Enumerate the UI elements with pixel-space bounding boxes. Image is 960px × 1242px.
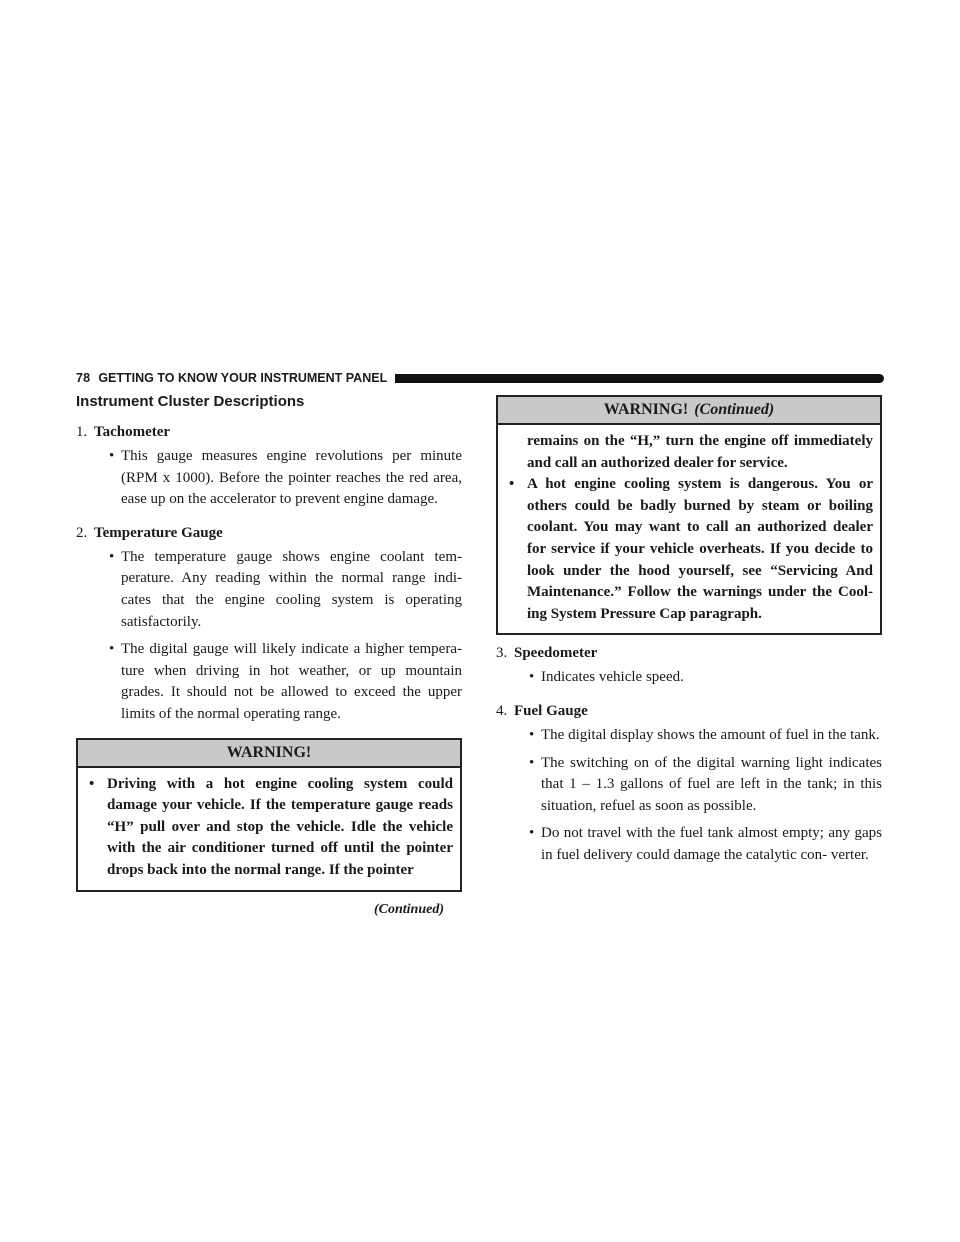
warning-bullet: • A hot engine cooling system is dangerous. You or others could be badly burned by steam or boiling coolant. You may want to call an authorized dealer for service if your vehicle overheats. If you decide to look under the hood yourself, see “Servicing And Maintenance.” Follow the warnings under the Cool- ing System Pressure Cap paragraph.	[509, 476, 873, 622]
item-title: Fuel Gauge	[514, 702, 588, 719]
item-number: 2.	[76, 524, 88, 541]
list-item-speedometer	[496, 643, 882, 689]
left-column	[76, 393, 462, 918]
warning-heading: WARNING!	[78, 740, 460, 768]
list-item-fuel-gauge	[496, 701, 882, 867]
warning-heading: WARNING! (Continued)	[498, 397, 880, 425]
bullet-text: • Do not travel with the fuel tank almost empty; any gaps in fuel delivery could damage the catalytic con- verter.	[529, 825, 882, 863]
continued-note: (Continued)	[373, 901, 444, 917]
bullet-icon: •	[529, 754, 535, 771]
bullet-text: • The digital display shows the amount of fuel in the tank.	[496, 725, 882, 747]
bullet-icon: •	[529, 669, 535, 686]
section-title-header: GETTING TO KNOW YOUR INSTRUMENT PANEL	[98, 371, 388, 385]
bullet-icon: •	[109, 548, 115, 565]
item-number: 3.	[496, 645, 508, 662]
warning-heading-continued: (Continued)	[694, 401, 775, 418]
warning-continuation-text: remains on the “H,” turn the engine off immediately and call an authorized dealer for service.	[527, 433, 873, 471]
bullet-text: • Indicates vehicle speed.	[496, 667, 882, 689]
bullet-icon: •	[109, 448, 115, 464]
right-column	[496, 393, 882, 879]
header-rule	[395, 374, 884, 383]
page-header	[76, 368, 884, 388]
warning-box-continued	[496, 395, 882, 635]
bullet-text: • The digital gauge will likely indicate a higher tempera- ture when driving in hot weather, or up mountain grades. It should not be allowed to exceed the upper limits of the normal operating range.	[109, 641, 462, 722]
list-item-temperature-gauge	[76, 523, 462, 726]
item-title: Temperature Gauge	[94, 524, 223, 541]
bullet-text: • The switching on of the digital warning light indicates that 1 – 1.3 gallons of fuel are left in the tank; in this situation, refuel as soon as possible.	[529, 754, 882, 814]
warning-bullet: • Driving with a hot engine cooling system could damage your vehicle. If the temperature gauge reads “H” pull over and stop the vehicle. Idle the vehicle with the air conditioner turned off until the pointer drops back into the normal range. If the pointer	[89, 775, 453, 878]
bullet-icon: •	[529, 825, 535, 842]
bullet-icon: •	[89, 775, 95, 792]
bullet-icon: •	[109, 641, 115, 658]
bullet-text: • This gauge measures engine revolutions per minute (RPM x 1000). Before the pointer reaches the red area, ease up on the accelerator to prevent engine damage.	[109, 448, 462, 508]
bullet-icon: •	[529, 726, 535, 743]
item-number: 4.	[496, 702, 508, 719]
section-heading: Instrument Cluster Descriptions	[76, 393, 305, 410]
bullet-icon: •	[509, 476, 515, 493]
page-number: 78	[76, 371, 91, 385]
item-number: 1.	[76, 424, 88, 440]
warning-box	[76, 738, 462, 892]
item-title: Tachometer	[94, 424, 171, 440]
list-item-tachometer	[76, 422, 462, 511]
bullet-text: • The temperature gauge shows engine coolant tem- perature. Any reading within the normal range indi- cates that the engine cooling system is operating satisfactorily.	[109, 548, 462, 630]
item-title: Speedometer	[514, 645, 598, 662]
